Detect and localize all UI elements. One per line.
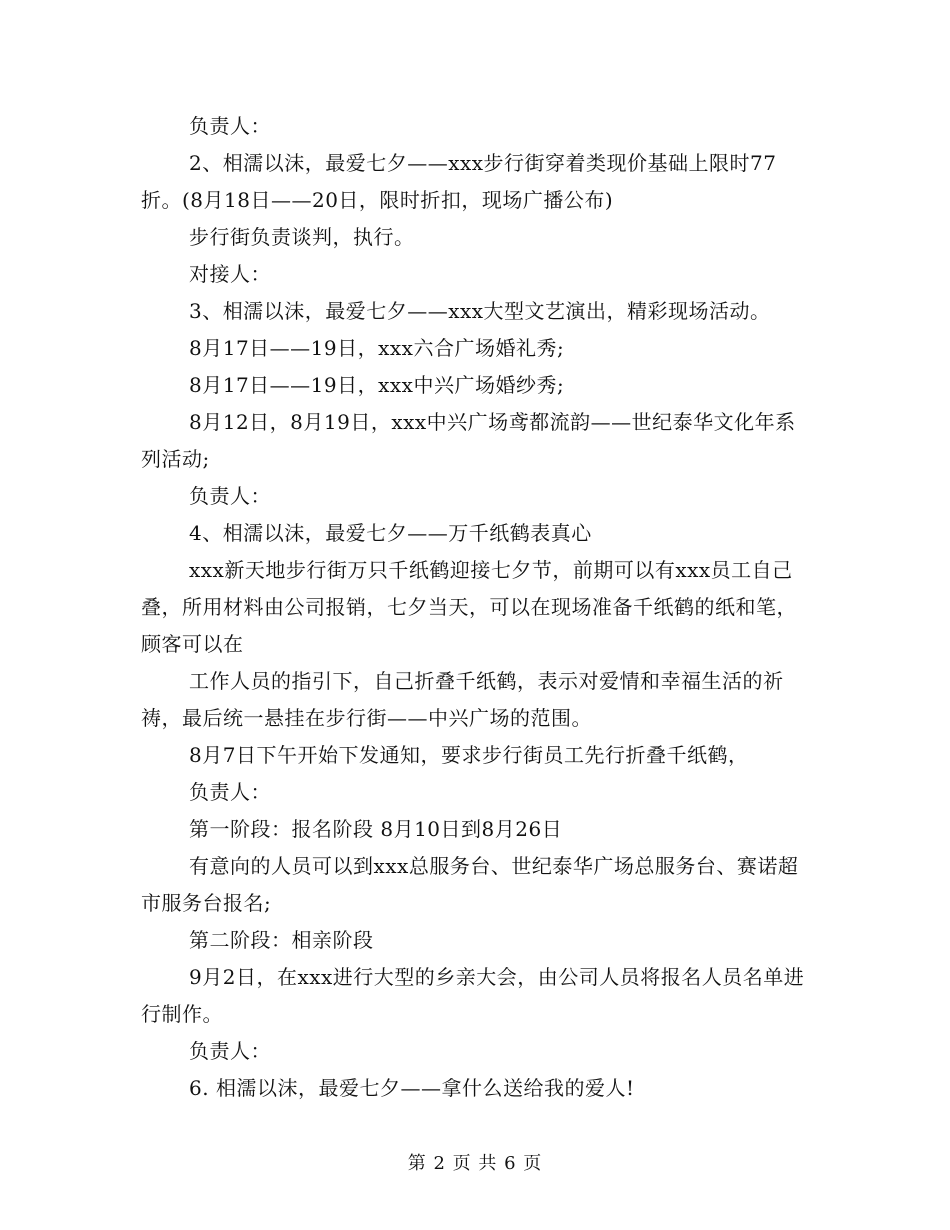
paragraph-responsible-2: 负责人： (189, 484, 271, 508)
paragraph-item-4: 4、相濡以沫，最爱七夕——万千纸鹤表真心 (189, 521, 592, 545)
paragraph-responsible-4: 负责人： (189, 1039, 271, 1063)
paragraph-negotiation: 步行街负责谈判，执行。 (189, 225, 415, 249)
page-footer: 第 2 页 共 6 页 (407, 1153, 543, 1174)
paragraph-item-3: 3、相濡以沫，最爱七夕——xxx大型文艺演出，精彩现场活动。 (189, 299, 771, 323)
paragraph-stage-1: 第一阶段：报名阶段 8月10日到8月26日 (189, 817, 563, 841)
paragraph-stage-2: 第二阶段：相亲阶段 (189, 928, 374, 952)
paragraph-meeting: 9月2日，在xxx进行大型的乡亲大会，由公司人员将报名人员名单进行制作。 (141, 965, 805, 1026)
paragraph-registration: 有意向的人员可以到xxx总服务台、世纪泰华广场总服务台、赛诺超市服务台报名; (141, 854, 799, 915)
paragraph-item-6: 6. 相濡以沫，最爱七夕——拿什么送给我的爱人! (189, 1076, 635, 1100)
paragraph-wedding-show: 8月17日——19日，xxx六合广场婚礼秀; (189, 336, 565, 360)
paragraph-responsible-3: 负责人： (189, 780, 271, 804)
paragraph-item-2: 2、相濡以沫，最爱七夕——xxx步行街穿着类现价基础上限时77折。(8月18日——20日，限时折扣，现场广播公布) (141, 151, 777, 212)
paragraph-responsible-1: 负责人： (189, 114, 271, 138)
paragraph-notice: 8月7日下午开始下发通知，要求步行街员工先行折叠千纸鹤， (189, 743, 749, 767)
paragraph-dress-show: 8月17日——19日，xxx中兴广场婚纱秀; (189, 373, 565, 397)
paragraph-paper-cranes: xxx新天地步行街万只千纸鹤迎接七夕节，前期可以有xxx员工自己叠，所用材料由公司报销，七夕当天，可以在现场准备千纸鹤的纸和笔，顾客可以在 (141, 558, 797, 656)
document-body (141, 108, 808, 1107)
paragraph-staff-guidance: 工作人员的指引下，自己折叠千纸鹤，表示对爱情和幸福生活的祈祷，最后统一悬挂在步行街——中兴广场的范围。 (141, 669, 784, 730)
paragraph-contact: 对接人： (189, 262, 271, 286)
paragraph-culture-year: 8月12日，8月19日，xxx中兴广场鸢都流韵——世纪泰华文化年系列活动; (141, 410, 796, 471)
